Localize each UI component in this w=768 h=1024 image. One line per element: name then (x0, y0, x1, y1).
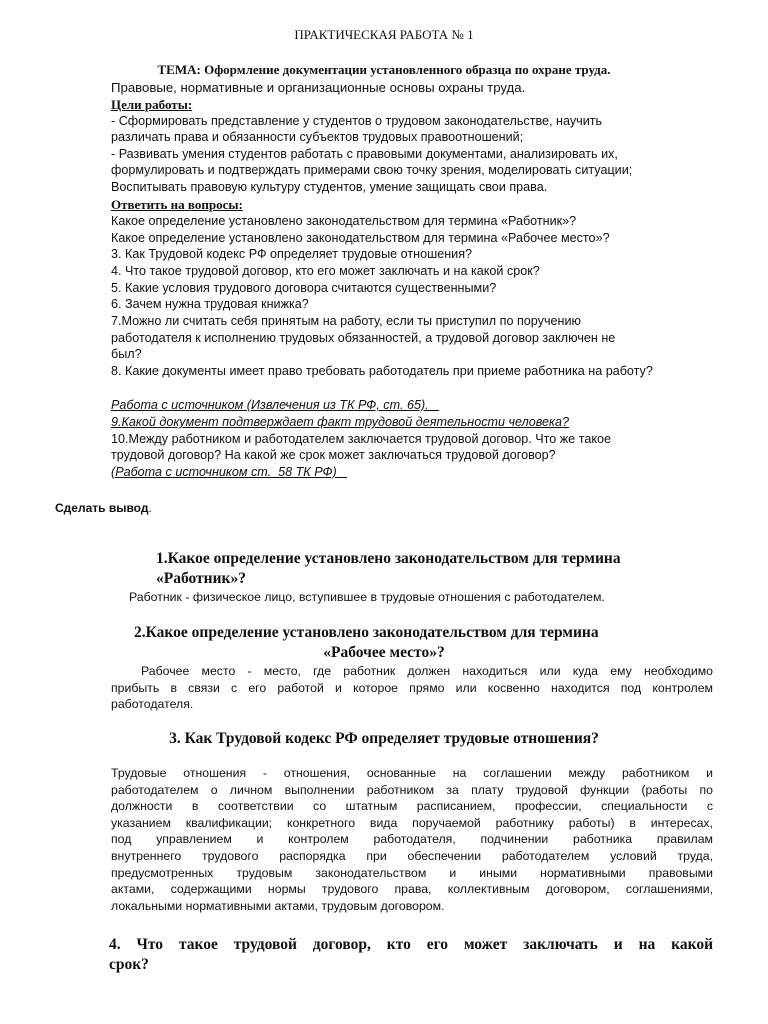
answer-heading: «Рабочее место»? (323, 644, 445, 661)
question-item: 8. Какие документы имеет право требовать работодатель при приеме работника на работу? (111, 364, 653, 378)
question-ten-line: трудовой договор? На какой же срок может заключаться трудовой договор? (111, 448, 556, 462)
subtopic: Правовые, нормативные и организационные основы охраны труда. (111, 80, 526, 95)
answer-heading: 1.Какое определение установлено законодательством для термина (156, 550, 621, 567)
question-item: 7.Можно ли считать себя принятым на работу, если ты приступил по поручению (111, 314, 581, 328)
answer-heading: 2.Какое определение установлено законодательством для термина (134, 624, 599, 641)
conclusion-label (55, 500, 152, 517)
question-item: 5. Какие условия трудового договора считаются существенными? (111, 281, 497, 295)
goal-line: формулировать и подтверждать примерами свою точку зрения, моделировать ситуации; (111, 163, 633, 177)
paragraph-line: актами, содержащими нормы трудового права, коллективным договором, соглашениями, (111, 882, 713, 897)
paragraph-line: Рабочее место - место, где работник должен находиться или куда ему необходимо (141, 664, 713, 678)
paragraph-line: указанием квалификации; конкретного вида поручаемой работнику работы) в интересах, (111, 815, 713, 830)
question-nine: 9.Какой документ подтверждает факт трудовой деятельности человека? (111, 415, 569, 429)
paragraph-line: прибыть в связи с его работой и которое прямо или косвенно находится под контролем (111, 680, 713, 695)
source-reference: Работа с источником (Извлечения из ТК РФ, ст. 65). (111, 398, 440, 412)
question-item: 4. Что такое трудовой договор, кто его может заключать и на какой срок? (111, 264, 540, 278)
paragraph-line: внутреннего трудового распорядка при обеспечении работодателем условий труда, (111, 848, 713, 863)
answer-text: Работник - физическое лицо, вступившее в трудовые отношения с работодателем. (129, 590, 605, 604)
goal-line: - Развивать умения студентов работать с правовыми документами, анализировать их, (111, 147, 618, 161)
paragraph-line: работодателем о личном выполнении работником за плату трудовой функции (работы по (111, 782, 713, 797)
goal-line: Воспитывать правовую культуру студентов, умение защищать свои права. (111, 180, 548, 194)
answer-heading: «Работник»? (156, 570, 246, 587)
paragraph-line: Трудовые отношения - отношения, основанные на соглашении между работником и (111, 766, 713, 780)
answer-heading: 4. Что такое трудовой договор, кто его может заключать и на какой (109, 936, 713, 953)
goal-line: - Сформировать представление у студентов о трудовом законодательстве, научить (111, 114, 603, 128)
questions-heading: Ответить на вопросы: (111, 197, 243, 212)
question-item: был? (111, 347, 142, 361)
source-reference: (Работа с источником ст. 58 ТК РФ) (111, 465, 348, 479)
goals-heading: Цели работы: (111, 97, 193, 112)
question-item: работодателя к исполнению трудовых обязанностей, а трудовой договор заключен не (111, 331, 616, 345)
goal-line: различать права и обязанности субъектов трудовых правоотношений; (111, 130, 524, 144)
question-item: 6. Зачем нужна трудовая книжка? (111, 297, 309, 311)
answer-paragraph (111, 663, 713, 713)
paragraph-line: локальными нормативными актами, трудовым договором. (111, 898, 445, 913)
topic-heading: ТЕМА: Оформление документации установленного образца по охране труда. (157, 62, 611, 77)
answer-heading: срок? (109, 956, 149, 973)
question-item: Какое определение установлено законодательством для термина «Работник»? (111, 214, 577, 228)
question-item: 3. Как Трудовой кодекс РФ определяет трудовые отношения? (111, 247, 473, 261)
question-item: Какое определение установлено законодательством для термина «Рабочее место»? (111, 231, 610, 245)
paragraph-line: под управлением и контролем работодателя, подчинении работника правилам (111, 832, 713, 847)
conclusion-text: Сделать вывод (55, 501, 149, 515)
question-ten-line: 10.Между работником и работодателем заключается трудовой договор. Что же такое (111, 432, 611, 446)
paragraph-line: работодателя. (111, 697, 194, 712)
answer-paragraph (111, 765, 713, 914)
conclusion-dot: . (148, 501, 152, 515)
answer-heading: 3. Как Трудовой кодекс РФ определяет трудовые отношения? (169, 730, 599, 747)
paragraph-line: предусмотренных трудовым законодательством и иными нормативными правовыми (111, 865, 713, 880)
paragraph-line: должности в соответствии со штатным расписанием, профессии, специальности с (111, 799, 713, 814)
document-title: ПРАКТИЧЕСКАЯ РАБОТА № 1 (294, 27, 474, 42)
